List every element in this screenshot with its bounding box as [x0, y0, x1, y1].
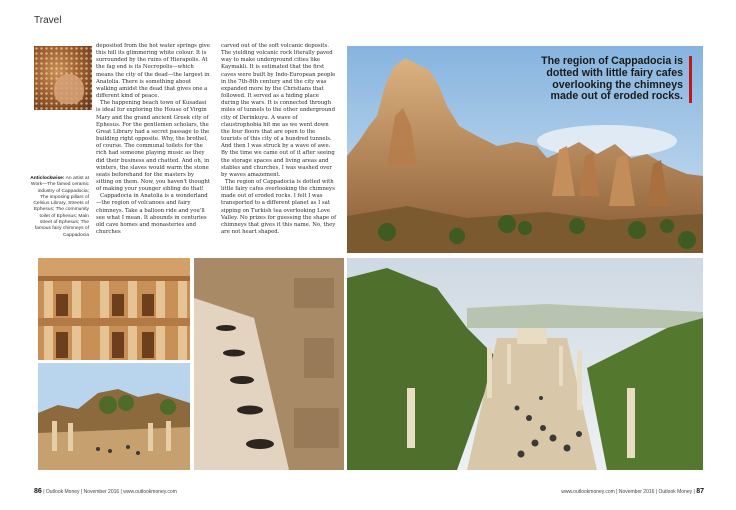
- section-label: Travel: [34, 15, 62, 26]
- footer-left: [34, 488, 177, 495]
- ceramic-artist-photo: [34, 46, 92, 110]
- paragraph: Cappadocia in Anatolia is a wonderland—the region of volcanoes and fairy chimneys. Take a balloon ride and you'll see what I mean. It abounds in centuries old cave homes and monasteries and churches: [96, 193, 208, 236]
- celsus-library-photo: [38, 258, 190, 360]
- article-column-2: [221, 43, 337, 236]
- page-number: 86: [34, 488, 42, 495]
- paragraph: The happening beach town of Kusadasi is ideal for exploring the House of Virgin Mary and the grand ancient Greek city of Ephesus. For the gentlemen scholars, the Great Library had a secret passage to the building right opposite. Why, the brothel, of course. The communal toilets for the rich had someone playing music as they did their business and chatted. And oh, in winters, the slaves would warm the stone seats beforehand for the masters by sitting on them. Now, you haven't thought of making your younger sibling do that!: [96, 100, 211, 193]
- pull-quote: The region of Cappadocia is dotted with little fairy cafes overlooking the chimneys made out of eroded rocks.: [532, 56, 692, 103]
- footer-text: www.outlookmoney.com | November 2016 | Outlook Money |: [561, 489, 695, 495]
- paragraph: carved out of the soft volcanic deposits. The yielding volcanic rock literally paved way to make underground cities like Kaymakli. It is estimated that the first caves were built by Indo-European people in the 7th-8th century and the city was expanded more by the Christians that followed. It served as a hiding place during the wars. It is connected through miles of tunnels to the other underground city of Derinkuyu. A wave of claustrophobia hit me as we went down the four floors that are open to the tourists of this city of a hundred tunnels. And then I was struck by a wave of awe. By the time we came out of it after seeing the storage spaces and living areas and stables and churches, I was washed over by waves amazement.: [221, 43, 336, 178]
- paragraph: The region of Cappadocia is dotted with little fairy cafes overlooking the chimneys made out of eroded rocks. I felt I was transported to a different planet as I sat sipping on Turkish tea overlooking Love Valley. No prizes for guessing the shape of chimneys that gives it this name. No, they are not heart shaped.: [221, 178, 337, 236]
- caption-text: An artist at Work—The famed ceramic industry of Cappadocia; The imposing pillars of Celsius Library, Streets of Ephesus; The community toilet of Ephesus; Main street of Ephesus; The famous fairy chimneys of Cappadocia: [30, 176, 89, 238]
- ephesus-main-street-photo: [347, 258, 703, 470]
- page-number: 87: [696, 488, 704, 495]
- article-column-1: [96, 43, 212, 236]
- ephesus-community-toilet-photo: [194, 258, 344, 470]
- ephesus-street-photo: [38, 363, 190, 470]
- photo-caption: [30, 176, 89, 239]
- paragraph: deposited from the hot water springs give this hill its glimmering white colour. It is surrounded by the ruins of Hierapolis. At the fag end is its Necropolis—which means the city of the dead—the largest in Anatolia. There is something about walking amidst the dead that gives one a different kind of peace.: [96, 43, 210, 100]
- footer-right: [561, 488, 704, 495]
- caption-lead: Anticlockwise:: [30, 176, 65, 181]
- footer-text: | Outlook Money | November 2016 | www.outlookmoney.com: [43, 489, 177, 495]
